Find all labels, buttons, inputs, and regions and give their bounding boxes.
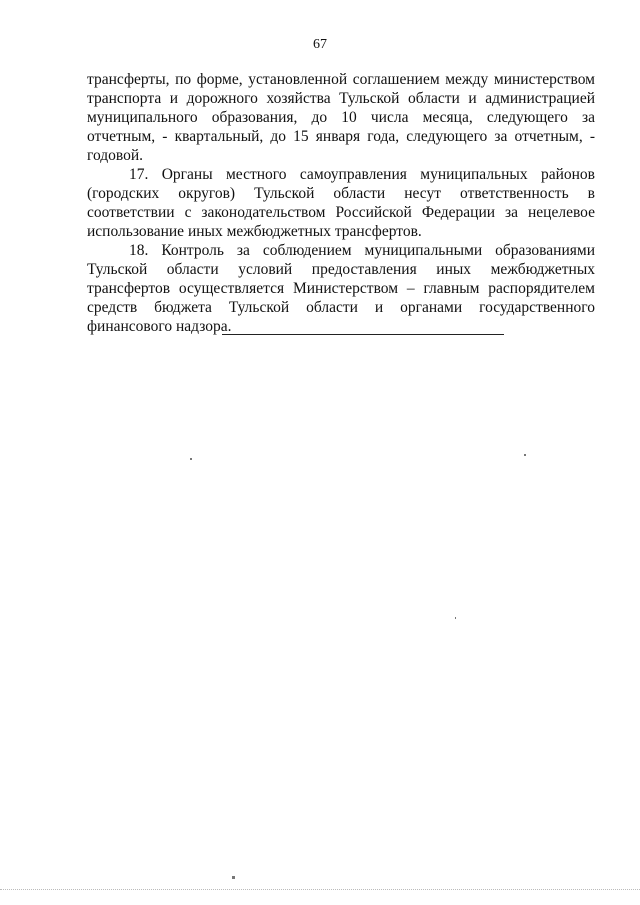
end-of-text-rule (222, 334, 504, 335)
scan-speck (455, 617, 456, 619)
body-text (87, 70, 595, 336)
scan-speck (232, 876, 235, 879)
scan-speck (524, 454, 526, 456)
scan-edge-artifact (0, 889, 640, 891)
paragraph-17: 17. Органы местного самоуправления муниципальных районов (городских округов) Тульской области несут ответственность в соответствии с законодательством Российской Федерации за нецелевое использование иных межбюджетных трансфертов. (87, 166, 595, 240)
page-number: 67 (313, 37, 327, 52)
scan-speck (190, 458, 192, 460)
paragraph-18: 18. Контроль за соблюдением муниципальными образованиями Тульской области условий предоставления иных межбюджетных трансфертов осуществляется Министерством – главным распорядителем средств бюджета Тульской области и органами государственного финансового надзора. (87, 242, 595, 335)
paragraph-continuation: трансферты, по форме, установленной соглашением между министерством транспорта и дорожного хозяйства Тульской области и администрацией муниципального образования, до 10 числа месяца, следующего за отчетным, - квартальный, до 15 января года, следующего за отчетным, - годовой. (87, 71, 595, 164)
